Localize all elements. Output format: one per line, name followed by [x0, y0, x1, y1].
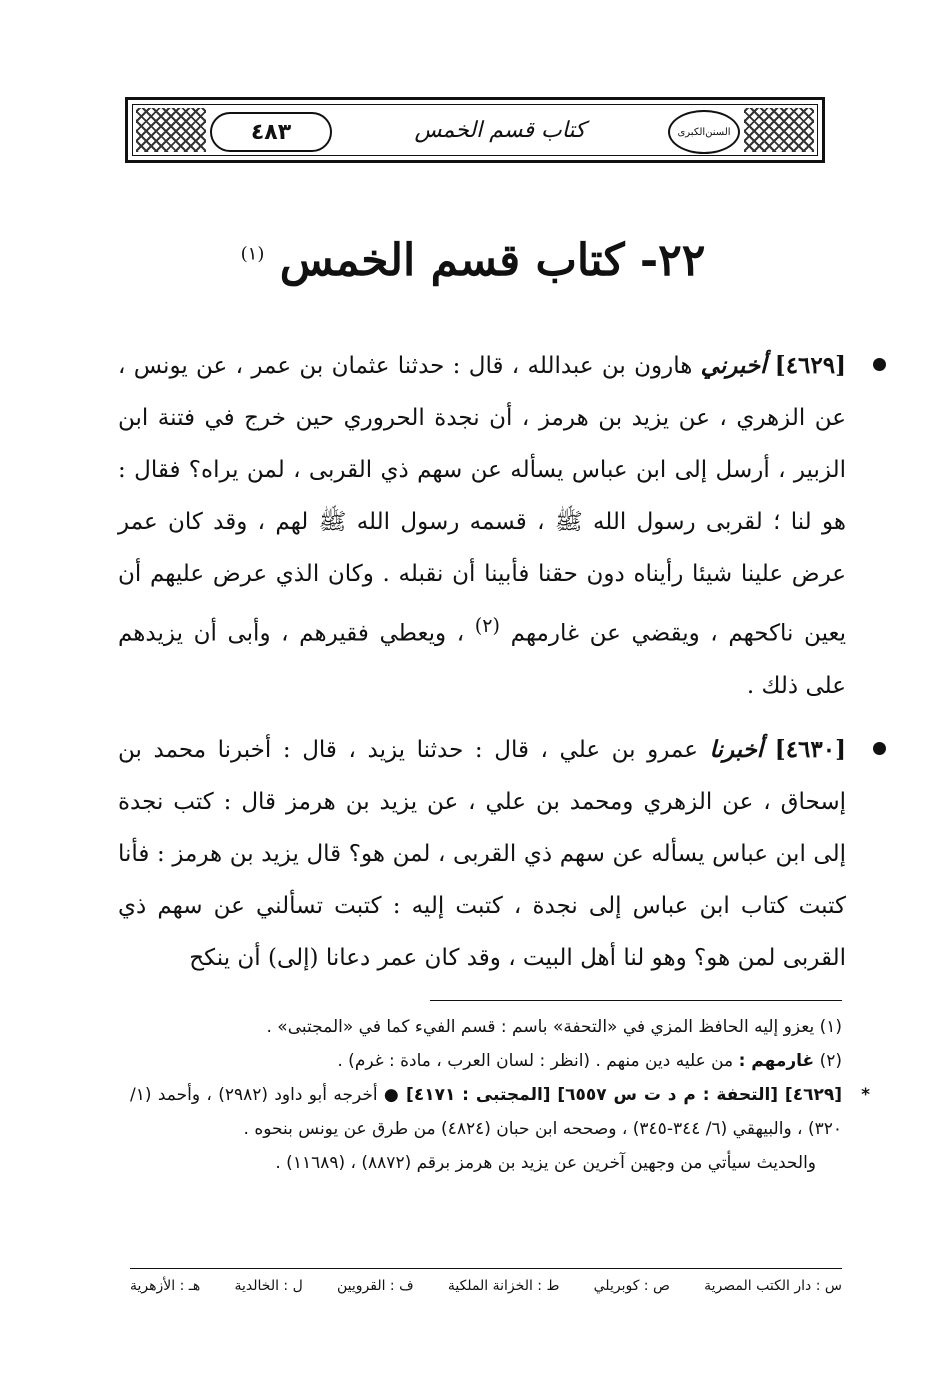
footnotes: [130, 1010, 870, 1180]
footnote-1: (١) يعزو إليه الحافظ المزي في «التحفة» باسم : قسم الفيء كما في «المجتبى» .: [266, 1017, 842, 1037]
footnote-2-number: (٢): [819, 1051, 842, 1071]
siglum-item: ص : كوبريلي: [593, 1278, 670, 1294]
siglum-item: ط : الخزانة الملكية: [447, 1278, 560, 1294]
bullet-icon: [873, 358, 886, 371]
siglum-item: س : دار الكتب المصرية: [704, 1278, 842, 1294]
siglum-item: ف : القرويين: [336, 1278, 414, 1294]
asterisk-icon: *: [861, 1085, 870, 1105]
footnote-divider: [430, 1000, 842, 1001]
ornament-left: [136, 108, 206, 152]
takhrij-head: [٤٦٢٩] [التحفة : م د ت س ٦٥٥٧] [المجتبى : ٤١٧١]: [406, 1085, 842, 1105]
takhrij-note: [130, 1078, 870, 1146]
hadith-number: [٤٦٣٠]: [774, 735, 846, 763]
hadith-footnote-ref: (٢): [474, 614, 501, 637]
manuscript-sigla: [130, 1278, 842, 1308]
hadith-4629: [118, 340, 846, 712]
footnote-2-term: غارمهم :: [738, 1051, 815, 1071]
hadith-akhbarana: أخبرنا: [709, 735, 764, 763]
medallion-line2: الكبرى: [677, 126, 706, 138]
hadith-akhbarana: أخبرني: [700, 352, 767, 379]
ornament-right: [744, 108, 814, 152]
takhrij-more: والحديث سيأتي من وجهين آخرين عن يزيد بن هرمز برقم (٨٨٧٢) ، (١١٦٨٩) .: [275, 1153, 816, 1173]
siglum-item: ل : الخالدية: [234, 1278, 303, 1294]
hadith-text: عمرو بن علي ، قال : حدثنا يزيد ، قال : أخبرنا محمد بن إسحاق ، عن الزهري ومحمد بن علي ، عن يزيد بن هرمز قال : كتب نجدة إلى ابن عباس يسأله عن سهم ذي القربى ، لمن هو؟ قال يزيد بن هرمز : فأنا كتبت كتاب ابن عباس إلى نجدة ، كتبت إليه : كتبت تسألني عن سهم ذي القربى لمن هو؟ وهو لنا أهل البيت ، وقد كان عمر دعانا (إلى) أن ينكح: [118, 736, 847, 971]
chapter-footnote-ref: (١): [240, 243, 265, 265]
bullet-icon: [873, 742, 886, 755]
book-medallion: [668, 110, 740, 154]
chapter-title: [200, 235, 746, 305]
main-text: [118, 340, 846, 996]
hadith-text-end: ، ويعطي فقيرهم ، وأبى أن يزيدهم على ذلك .: [118, 620, 846, 699]
hadith-4630: [118, 724, 846, 984]
footnote-2-text: من عليه دين منهم . (انظر : لسان العرب ، مادة : غرم) .: [337, 1051, 734, 1071]
hadith-text: هارون بن عبدالله ، قال : حدثنا عثمان بن عمر ، عن يونس ، عن الزهري ، عن يزيد بن هرمز ، أن نجدة الحروري حين خرج في فتنة ابن الزبير ، أرسل إلى ابن عباس يسأله عن سهم ذي القربى ، لمن يراه؟ فقال : هو لنا ؛ لقربى رسول الله ﷺ ، قسمه رسول الله ﷺ لهم ، وقد كان عمر عرض علينا شيئا رأيناه دون حقنا فأبينا أن نقبله . وكان الذي عرض عليهم أن يعين ناكحهم ، ويقضي عن غارمهم: [118, 353, 847, 647]
page-number: ٤٨٣: [210, 112, 332, 152]
siglum-item: هـ : الأزهرية: [130, 1278, 201, 1294]
chapter-title-text: ٢٢- كتاب قسم الخمس: [279, 235, 706, 286]
sigla-divider: [130, 1268, 842, 1269]
footnote-2: [130, 1044, 842, 1078]
running-title: كتاب قسم الخمس: [414, 117, 586, 143]
hadith-number: [٤٦٢٩]: [774, 352, 846, 379]
medallion-line1: السنن: [705, 126, 731, 138]
page-header: [125, 97, 825, 163]
takhrij-text: ● أخرجه أبو داود (٢٩٨٢) ، وأحمد (١/ ٣٢٠) ، والبيهقي (٦/ ٣٤٤-٣٤٥) ، وصححه ابن حبان (٤٨٢٤) من طرق عن يونس بنحوه .: [130, 1085, 842, 1139]
